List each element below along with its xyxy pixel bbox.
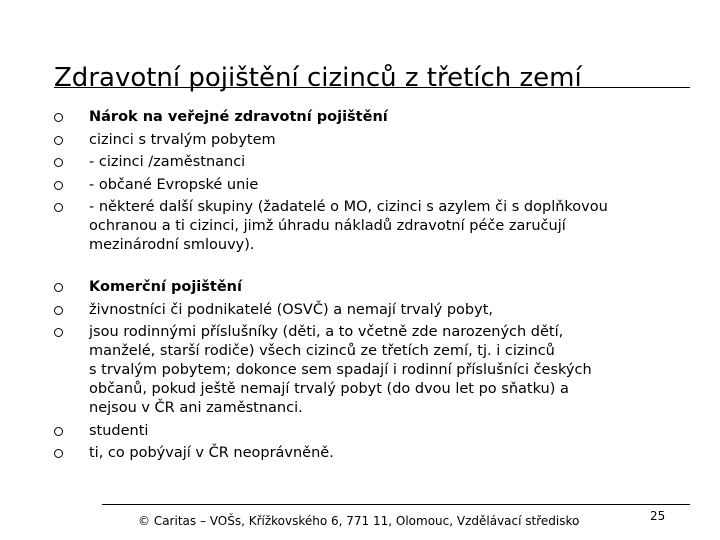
title-divider — [54, 87, 690, 88]
circle-bullet-icon — [54, 449, 63, 458]
footer-divider — [102, 504, 690, 505]
list-item — [54, 323, 694, 418]
list-item — [54, 444, 694, 463]
circle-bullet-icon — [54, 283, 63, 292]
list-item-text: Nárok na veřejné zdravotní pojištění — [89, 109, 388, 125]
circle-bullet-icon — [54, 136, 63, 145]
list-item — [54, 278, 694, 297]
list-item-text: - některé další skupiny (žadatelé o MO, cizinci s azylem či s doplňkovou ochranou a ti cizinci, jimž úhradu nákladů zdravotní péče zaručují mezinárodní smlouvy). — [89, 199, 608, 253]
bullet-list — [54, 108, 694, 467]
circle-bullet-icon — [54, 113, 63, 122]
list-item-text: - občané Evropské unie — [89, 176, 259, 193]
list-item — [54, 198, 694, 255]
circle-bullet-icon — [54, 328, 63, 337]
circle-bullet-icon — [54, 158, 63, 167]
list-item — [54, 131, 694, 150]
list-item — [54, 176, 694, 195]
slide-title: Zdravotní pojištění cizinců z třetích zemí — [54, 63, 582, 94]
circle-bullet-icon — [54, 181, 63, 190]
list-item — [54, 301, 694, 320]
page-number: 25 — [650, 509, 666, 523]
list-item-text: Komerční pojištění — [89, 279, 242, 295]
list-item — [54, 422, 694, 441]
list-item-text: - cizinci /zaměstnanci — [89, 154, 246, 170]
list-item-text: studenti — [89, 422, 149, 439]
list-item — [54, 108, 694, 127]
list-item — [54, 153, 694, 172]
circle-bullet-icon — [54, 306, 63, 315]
list-item-text: jsou rodinnými příslušníky (děti, a to včetně zde narozených dětí, manželé, starší rodiče) všech cizinců ze třetích zemí, tj. i cizinců s trvalým pobytem; dokonce sem spadají i rodinní příslušníci českých občanů, pokud ještě nemají trvalý pobyt (do dvou let po sňatku) a nejsou v ČR ani zaměstnanci. — [89, 324, 592, 416]
circle-bullet-icon — [54, 427, 63, 436]
list-item-text: cizinci s trvalým pobytem — [89, 131, 276, 148]
circle-bullet-icon — [54, 203, 63, 212]
list-item-text: ti, co pobývají v ČR neoprávněně. — [89, 445, 334, 461]
slide-footer: © Caritas – VOŠs, Křížkovského 6, 771 11, Olomouc, Vzdělávací středisko — [138, 514, 580, 528]
list-item-text: živnostníci či podnikatelé (OSVČ) a nemají trvalý pobyt, — [89, 301, 494, 318]
